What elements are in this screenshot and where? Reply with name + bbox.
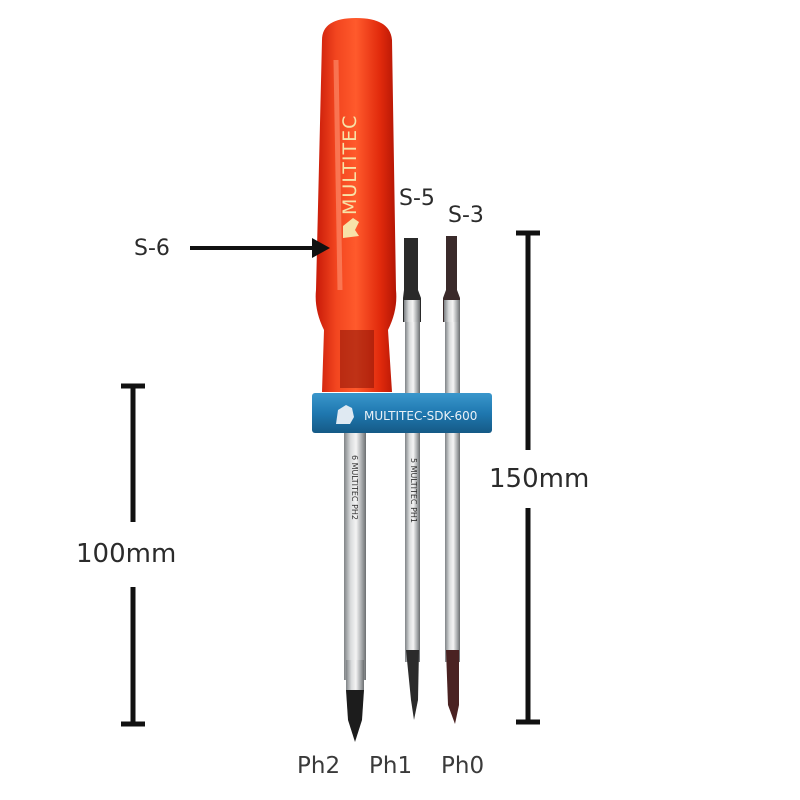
callout-s3: S-3	[448, 203, 484, 228]
callout-s6: S-6	[134, 236, 170, 261]
callout-s5: S-5	[399, 186, 435, 211]
tip-label-ph2: Ph2	[297, 753, 341, 779]
holder-label: MULTITEC-SDK-600	[364, 409, 478, 423]
blue-holder	[312, 393, 492, 433]
tip-label-ph0: Ph0	[441, 753, 485, 779]
shaft-engraving-middle: 5 MULTITEC PH1	[409, 458, 418, 523]
dimension-100mm-label: 100mm	[76, 539, 177, 569]
shaft-engraving-left: 6 MULTITEC PH2	[350, 455, 359, 520]
red-handle	[316, 18, 397, 392]
shaft-ph0	[443, 236, 460, 724]
handle-brand-text: MULTITEC	[339, 114, 361, 215]
s6-arrow	[190, 238, 330, 258]
tip-label-ph1: Ph1	[369, 753, 413, 779]
dimension-150mm-label: 150mm	[489, 464, 590, 494]
